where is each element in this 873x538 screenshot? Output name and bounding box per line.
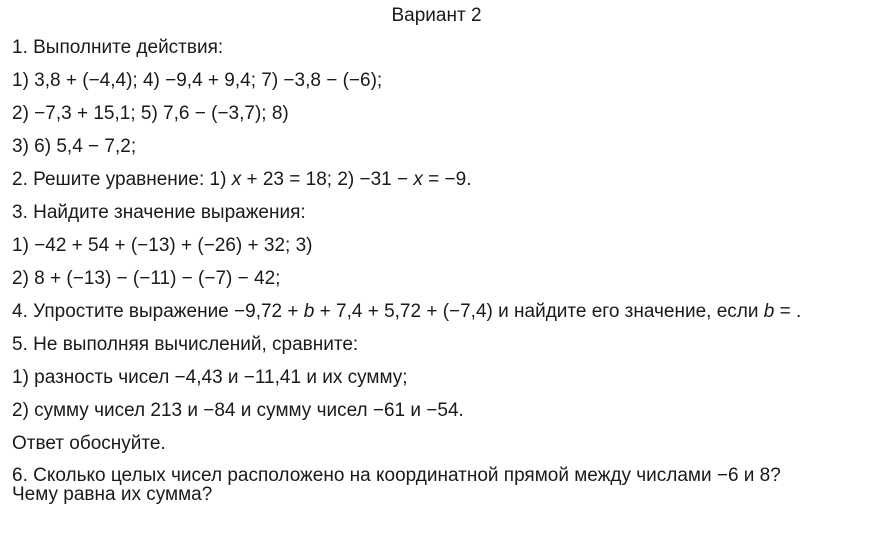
task-4-expression <box>12 300 865 324</box>
task-2-middle: + 23 = 18; 2) −31 − <box>241 169 414 190</box>
task-4-variable-1: b <box>303 301 315 322</box>
task-2-variable-1: x <box>231 169 242 190</box>
task-1-heading: 1. Выполните действия: <box>12 37 224 58</box>
task-2-prefix: 2. Решите уравнение: 1) <box>12 169 232 190</box>
task-4-suffix: = . <box>774 301 802 322</box>
task-3-line-2: 2) 8 + (−13) − (−11) − (−7) − 42; <box>12 268 281 289</box>
task-6-line-2: Чему равна их сумма? <box>12 484 213 505</box>
task-3-heading: 3. Найдите значение выражения: <box>12 202 306 223</box>
task-1-line-1: 1) 3,8 + (−4,4); 4) −9,4 + 9,4; 7) −3,8 − (−6); <box>12 70 383 91</box>
task-2-suffix: = −9. <box>422 169 472 190</box>
task-2-equations <box>12 168 865 192</box>
task-6-line-1: 6. Сколько целых чисел расположено на координатной прямой между числами −6 и 8? <box>12 465 781 486</box>
task-5-line-2: 2) сумму чисел 213 и −84 и сумму чисел −61 и −54. <box>12 400 464 421</box>
task-4-prefix: 4. Упростите выражение −9,72 + <box>12 301 304 322</box>
task-5-line-1: 1) разность чисел −4,43 и −11,41 и их сумму; <box>12 367 408 388</box>
task-4-middle: + 7,4 + 5,72 + (−7,4) и найдите его значение, если <box>314 301 764 322</box>
task-1-line-2: 2) −7,3 + 15,1; 5) 7,6 − (−3,7); 8) <box>12 103 289 124</box>
task-5-heading: 5. Не выполняя вычислений, сравните: <box>12 334 359 355</box>
task-4-variable-2: b <box>763 301 775 322</box>
task-5-answer-note: Ответ обоснуйте. <box>12 433 166 454</box>
page-title: Вариант 2 <box>391 5 482 26</box>
task-3-line-1: 1) −42 + 54 + (−13) + (−26) + 32; 3) <box>12 235 313 256</box>
task-2-variable-2: x <box>413 169 423 190</box>
task-1-line-3: 3) 6) 5,4 − 7,2; <box>12 136 137 157</box>
